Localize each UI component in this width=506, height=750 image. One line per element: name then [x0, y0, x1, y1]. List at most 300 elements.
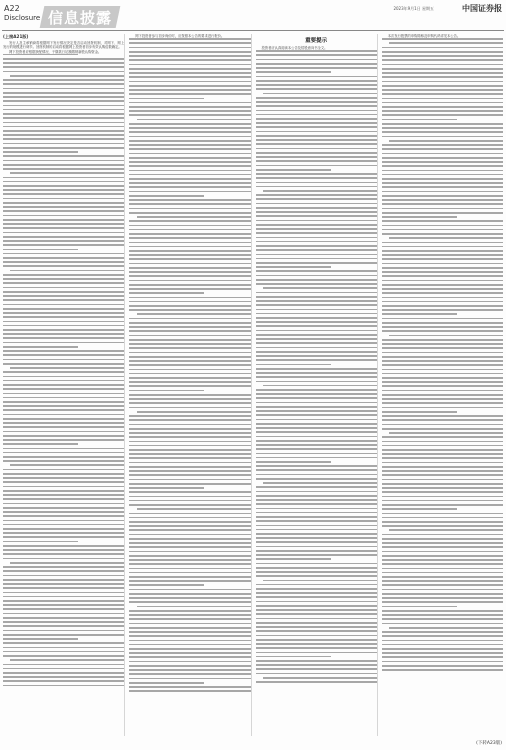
text-line — [3, 105, 124, 107]
text-line — [3, 244, 124, 246]
text-line — [129, 157, 250, 159]
text-line — [382, 313, 457, 315]
text-line — [256, 152, 377, 154]
text-line — [3, 278, 124, 280]
text-line — [3, 448, 124, 450]
text-line — [382, 538, 503, 540]
text-line — [382, 81, 503, 83]
text-line — [256, 262, 377, 264]
text-line — [256, 537, 377, 539]
text-line — [129, 85, 250, 87]
text-line — [3, 664, 124, 666]
text-line — [129, 466, 250, 468]
text-line — [3, 295, 124, 297]
text-line — [129, 559, 250, 561]
text-line — [3, 100, 124, 102]
text-line — [256, 321, 377, 323]
text-line — [129, 38, 250, 40]
text-line — [382, 246, 503, 248]
text-line — [3, 634, 124, 636]
text-line — [263, 482, 377, 484]
text-line — [3, 579, 124, 581]
text-line — [382, 182, 503, 184]
text-line — [256, 571, 377, 573]
text-line — [129, 652, 250, 654]
text-line — [129, 474, 250, 476]
text-line — [3, 287, 124, 289]
text-line — [3, 625, 124, 627]
text-body — [129, 38, 250, 692]
text-line — [256, 508, 377, 510]
text-line — [129, 462, 250, 464]
text-line — [256, 622, 377, 624]
text-line — [256, 173, 377, 175]
text-line — [3, 651, 124, 653]
text-line — [129, 428, 250, 430]
text-line — [3, 541, 78, 543]
text-line — [382, 534, 503, 536]
text-line — [129, 496, 250, 498]
text-line — [129, 347, 250, 349]
text-line — [129, 250, 250, 252]
text-line — [129, 640, 250, 642]
text-line — [3, 198, 124, 200]
text-line — [382, 123, 503, 125]
text-line — [3, 138, 124, 140]
text-line — [256, 554, 377, 556]
text-line — [382, 292, 503, 294]
text-line — [256, 529, 377, 531]
text-line — [129, 102, 250, 104]
text-line — [129, 402, 250, 404]
text-line — [3, 384, 124, 386]
text-line — [129, 673, 250, 675]
text-line — [129, 690, 250, 692]
text-line — [382, 233, 503, 235]
text-line — [256, 71, 331, 73]
text-line — [256, 533, 377, 535]
text-line — [129, 542, 250, 544]
text-line — [129, 330, 250, 332]
text-line — [3, 304, 124, 306]
text-line — [3, 354, 124, 356]
text-line — [256, 292, 377, 294]
text-line — [10, 172, 124, 174]
text-line — [10, 270, 124, 272]
text-line — [129, 377, 250, 379]
text-line — [129, 593, 250, 595]
text-line — [256, 122, 377, 124]
text-line — [382, 318, 503, 320]
text-line — [129, 390, 204, 392]
text-line — [256, 402, 377, 404]
text-line — [3, 490, 124, 492]
text-line — [263, 677, 377, 679]
text-line — [256, 376, 377, 378]
text-line — [256, 275, 377, 277]
text-line — [256, 558, 331, 560]
text-line — [382, 203, 503, 205]
text-line — [3, 113, 124, 115]
text-line — [129, 64, 250, 66]
text-line — [382, 597, 503, 599]
text-line — [382, 669, 503, 671]
text-line — [3, 177, 124, 179]
text-line — [256, 461, 331, 463]
text-line — [129, 246, 250, 248]
text-line — [129, 254, 250, 256]
text-line — [137, 411, 251, 413]
text-line — [382, 191, 503, 193]
text-line — [3, 79, 124, 81]
text-line — [256, 182, 377, 184]
text-line — [382, 398, 503, 400]
text-line — [129, 339, 250, 341]
text-line — [3, 155, 124, 157]
text-line — [129, 445, 250, 447]
text-line — [256, 469, 377, 471]
masthead — [2, 2, 504, 32]
text-line — [256, 215, 377, 217]
text-line — [3, 223, 124, 225]
text-line — [3, 503, 124, 505]
text-line — [256, 567, 377, 569]
text-line — [10, 367, 124, 369]
text-line — [256, 224, 377, 226]
text-line — [129, 669, 250, 671]
text-line — [256, 279, 377, 281]
text-line — [256, 444, 377, 446]
text-line — [3, 134, 124, 136]
text-line — [256, 427, 377, 429]
text-line — [382, 661, 503, 663]
text-line — [3, 265, 124, 267]
text-line — [382, 631, 503, 633]
text-line — [3, 299, 124, 301]
text-line — [3, 481, 124, 483]
text-line — [382, 89, 503, 91]
text-line — [382, 284, 503, 286]
text-line — [256, 76, 377, 78]
text-line — [129, 555, 250, 557]
text-line — [256, 465, 377, 467]
text-line — [129, 369, 250, 371]
paragraph: 投资者应认真阅读本公告及招股意向书全文。 — [261, 46, 328, 50]
text-line — [382, 305, 503, 307]
text-line — [129, 623, 250, 625]
text-line — [256, 313, 377, 315]
text-line — [129, 436, 250, 438]
text-line — [382, 377, 503, 379]
text-line — [129, 661, 250, 663]
text-line — [256, 474, 377, 476]
text-line — [256, 317, 377, 319]
text-line — [382, 415, 503, 417]
text-line — [382, 424, 503, 426]
text-line — [3, 308, 124, 310]
text-line — [129, 144, 250, 146]
text-line — [256, 114, 377, 116]
text-line — [3, 668, 124, 670]
text-line — [382, 220, 503, 222]
text-line — [256, 97, 377, 99]
text-line — [129, 68, 250, 70]
text-line — [256, 156, 377, 158]
text-line — [382, 144, 503, 146]
text-line — [256, 647, 377, 649]
text-line — [256, 486, 377, 488]
text-line — [382, 250, 503, 252]
text-line — [382, 38, 503, 40]
text-line — [129, 106, 250, 108]
text-line — [129, 686, 250, 688]
text-line — [3, 414, 124, 416]
text-line — [129, 178, 250, 180]
text-line — [129, 644, 250, 646]
text-line — [256, 478, 377, 480]
text-line — [3, 359, 124, 361]
text-line — [129, 656, 250, 658]
text-line — [129, 165, 250, 167]
text-line — [3, 62, 124, 64]
text-line — [129, 72, 250, 74]
text-line — [3, 126, 124, 128]
text-line — [129, 288, 250, 290]
text-line — [256, 656, 331, 658]
text-line — [382, 436, 503, 438]
text-line — [129, 572, 250, 574]
text-line — [256, 203, 377, 205]
text-line — [382, 275, 503, 277]
text-line — [129, 343, 250, 345]
text-line — [129, 381, 250, 383]
text-line — [382, 271, 503, 273]
text-line — [382, 212, 503, 214]
text-line — [129, 631, 250, 633]
text-line — [256, 643, 377, 645]
text-line — [256, 419, 377, 421]
text-line — [3, 536, 124, 538]
text-line — [382, 555, 503, 557]
text-line — [129, 415, 250, 417]
text-line — [382, 640, 503, 642]
text-line — [129, 601, 250, 603]
column-4 — [382, 34, 503, 736]
text-line — [3, 596, 124, 598]
text-line — [3, 418, 124, 420]
text-line — [129, 199, 250, 201]
text-line — [389, 237, 503, 239]
text-line — [129, 233, 250, 235]
text-line — [382, 648, 503, 650]
text-line — [3, 160, 124, 162]
text-line — [382, 428, 503, 430]
text-line — [3, 236, 124, 238]
text-line — [389, 432, 503, 434]
text-line — [3, 312, 124, 314]
text-line — [256, 249, 377, 251]
text-line — [256, 110, 377, 112]
text-line — [256, 584, 377, 586]
text-line — [129, 618, 250, 620]
text-line — [256, 381, 377, 383]
text-line — [256, 660, 377, 662]
text-line — [129, 148, 250, 150]
text-line — [382, 551, 503, 553]
text-line — [256, 143, 377, 145]
text-line — [256, 393, 377, 395]
paragraph: 本次发行股票的申购简称及申购代码详见本公告。 — [387, 34, 461, 38]
text-line — [382, 356, 503, 358]
text-line — [3, 583, 124, 585]
text-line — [129, 76, 250, 78]
column-3 — [256, 34, 378, 736]
text-line — [256, 512, 377, 514]
text-line — [382, 508, 457, 510]
text-line — [256, 59, 377, 61]
text-line — [382, 479, 503, 481]
text-line — [129, 504, 250, 506]
text-line — [3, 325, 124, 327]
text-line — [129, 521, 250, 523]
text-line — [382, 568, 503, 570]
text-line — [129, 271, 250, 273]
text-line — [382, 347, 503, 349]
text-line — [3, 329, 124, 331]
text-line — [129, 356, 250, 358]
text-line — [3, 469, 124, 471]
text-line — [3, 202, 124, 204]
text-line — [3, 617, 124, 619]
text-line — [129, 479, 250, 481]
text-line — [382, 525, 503, 527]
text-line — [382, 242, 503, 244]
text-line — [3, 363, 124, 365]
text-line — [256, 423, 377, 425]
text-line — [256, 296, 377, 298]
text-line — [382, 309, 503, 311]
text-line — [256, 266, 331, 268]
text-line — [256, 241, 377, 243]
text-body — [382, 38, 503, 671]
text-line — [382, 381, 503, 383]
text-line — [382, 136, 503, 138]
text-line — [256, 126, 377, 128]
text-line — [3, 189, 124, 191]
text-line — [3, 210, 124, 212]
text-line — [3, 528, 124, 530]
text-line — [3, 388, 124, 390]
text-line — [3, 600, 124, 602]
text-line — [129, 242, 250, 244]
text-line — [263, 385, 377, 387]
text-line — [3, 515, 124, 517]
text-line — [3, 291, 124, 293]
text-line — [256, 54, 377, 56]
text-line — [256, 211, 377, 213]
text-line — [256, 325, 377, 327]
text-line — [256, 177, 377, 179]
text-line — [256, 635, 377, 637]
text-line — [3, 507, 124, 509]
text-line — [382, 98, 503, 100]
column-1 — [3, 34, 125, 736]
text-line — [382, 85, 503, 87]
text-line — [129, 538, 250, 540]
text-line — [382, 297, 503, 299]
text-line — [256, 626, 377, 628]
text-line — [256, 491, 377, 493]
text-line — [382, 47, 503, 49]
text-line — [129, 635, 250, 637]
text-line — [256, 228, 377, 230]
text-line — [256, 101, 377, 103]
text-line — [382, 394, 503, 396]
text-line — [129, 284, 250, 286]
section-title: 信息披露 — [48, 9, 113, 27]
text-line — [382, 263, 503, 265]
text-line — [3, 511, 124, 513]
paragraph: 网下投资者参与初步询价时，应按照本公告的要求进行报价。 — [135, 34, 225, 38]
text-line — [129, 360, 250, 362]
text-line — [256, 355, 377, 357]
text-line — [382, 457, 503, 459]
text-line — [3, 422, 124, 424]
text-line — [382, 589, 503, 591]
text-line — [256, 338, 377, 340]
text-line — [382, 51, 503, 53]
text-line — [382, 593, 503, 595]
text-line — [129, 563, 250, 565]
text-line — [256, 237, 377, 239]
text-line — [256, 84, 377, 86]
text-line — [382, 254, 503, 256]
text-line — [256, 330, 377, 332]
text-line — [3, 460, 124, 462]
newspaper-name: 中国证券报 — [462, 3, 502, 13]
text-line — [382, 216, 457, 218]
text-line — [3, 350, 124, 352]
text-line — [382, 64, 503, 66]
text-line — [129, 551, 250, 553]
text-line — [382, 326, 503, 328]
text-line — [129, 614, 250, 616]
text-line — [3, 520, 124, 522]
text-line — [3, 397, 124, 399]
text-line — [382, 487, 503, 489]
text-line — [129, 305, 250, 307]
text-line — [382, 322, 503, 324]
text-line — [256, 131, 377, 133]
page-number: A22 — [4, 4, 20, 13]
text-line — [3, 545, 124, 547]
text-line — [129, 174, 250, 176]
text-line — [3, 371, 124, 373]
text-line — [382, 500, 503, 502]
text-line — [382, 364, 503, 366]
text-line — [256, 198, 377, 200]
text-line — [3, 66, 124, 68]
text-line — [129, 432, 250, 434]
text-line — [382, 390, 503, 392]
text-line — [382, 267, 503, 269]
text-line — [256, 495, 377, 497]
text-line — [256, 520, 377, 522]
text-line — [3, 96, 124, 98]
text-line — [3, 486, 124, 488]
text-line — [3, 443, 78, 445]
text-line — [382, 195, 503, 197]
